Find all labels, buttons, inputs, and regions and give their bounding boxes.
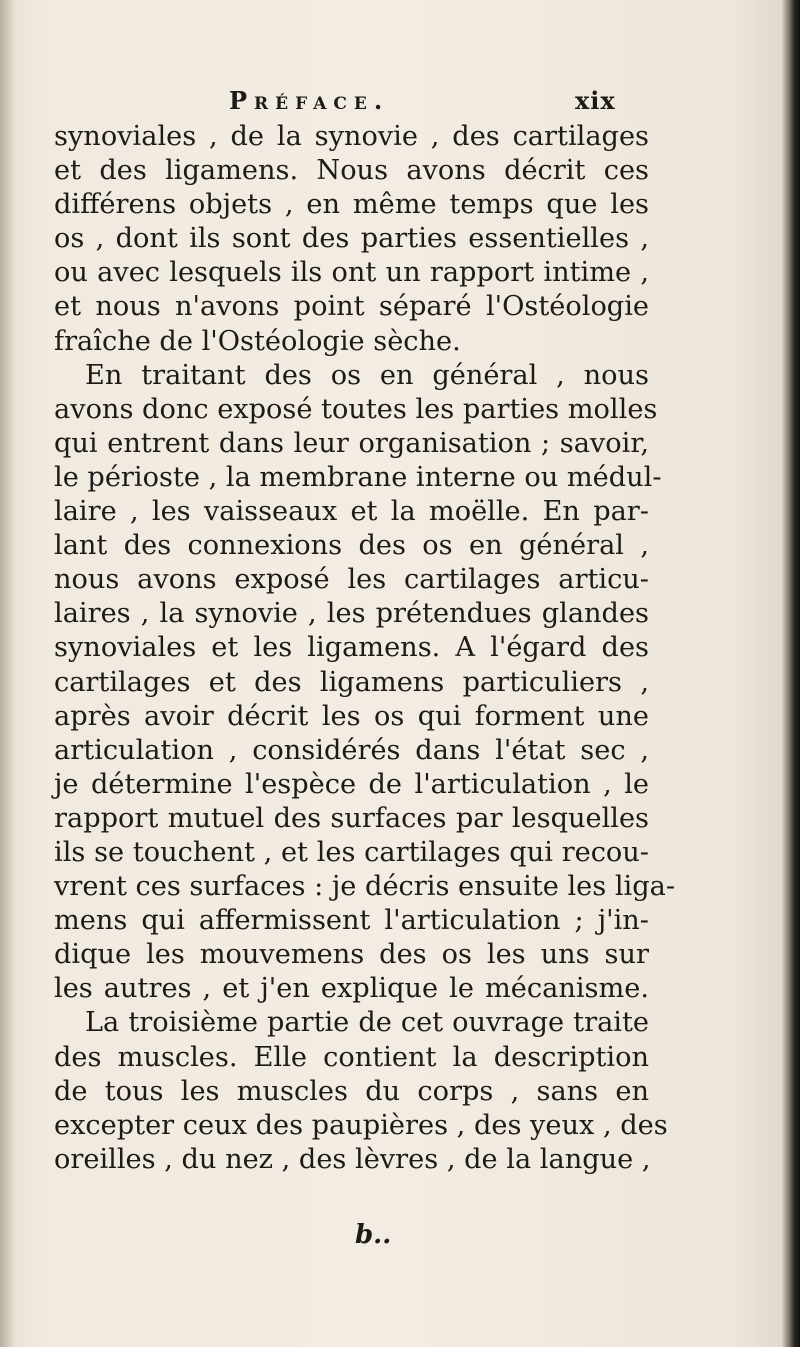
text-line: os , dont ils sont des parties essentielles , — [54, 223, 649, 255]
text-line: synoviales et les ligamens. A l'égard des — [54, 632, 649, 664]
text-line: et des ligamens. Nous avons décrit ces — [54, 155, 649, 187]
text-line: lant des connexions des os en général , — [54, 530, 649, 562]
text-line: En traitant des os en général , nous — [85, 359, 649, 391]
text-line: je détermine l'espèce de l'articulation , le — [54, 768, 649, 800]
text-line: différens objets , en même temps que les — [54, 189, 649, 221]
book-binding-edge — [782, 0, 800, 1347]
text-line: des muscles. Elle contient la description — [54, 1041, 649, 1073]
body-text — [54, 120, 676, 1177]
text-line: La troisième partie de cet ouvrage traite — [85, 1007, 649, 1039]
text-line: et nous n'avons point séparé l'Ostéologie — [54, 291, 649, 323]
page-edge-shadow — [0, 0, 16, 1347]
running-title: Préface. — [229, 86, 390, 115]
text-line: après avoir décrit les os qui forment une — [54, 700, 649, 732]
text-line: cartilages et des ligamens particuliers , — [54, 666, 649, 698]
text-line: les autres , et j'en explique le mécanisme. — [54, 973, 649, 1005]
text-line: vrent ces surfaces : je décris ensuite les liga- — [54, 871, 676, 903]
text-line: laires , la synovie , les prétendues glandes — [54, 598, 649, 630]
text-line: laire , les vaisseaux et la moëlle. En par- — [54, 496, 649, 528]
text-line: qui entrent dans leur organisation ; savoir, — [54, 427, 649, 459]
text-line: articulation , considérés dans l'état sec , — [54, 734, 649, 766]
text-line: le périoste , la membrane interne ou médul- — [54, 461, 662, 493]
text-line: synoviales , de la synovie , des cartilages — [54, 121, 649, 152]
signature-mark: b.. — [355, 1220, 392, 1250]
text-line: rapport mutuel des surfaces par lesquelles — [54, 802, 649, 834]
text-line: oreilles , du nez , des lèvres , de la langue , — [54, 1143, 651, 1175]
text-line: avons donc exposé toutes les parties molles — [54, 393, 658, 425]
text-line: ou avec lesquels ils ont un rapport intime , — [54, 257, 649, 289]
text-line: ils se touchent , et les cartilages qui recou- — [54, 836, 649, 868]
text-line: dique les mouvemens des os les uns sur — [54, 939, 649, 971]
text-line: de tous les muscles du corps , sans en — [54, 1075, 649, 1107]
text-line: nous avons exposé les cartilages articu- — [54, 564, 649, 596]
page-number: xix — [575, 86, 616, 115]
text-line: excepter ceux des paupières , des yeux , des — [54, 1109, 668, 1141]
page-header — [0, 84, 800, 120]
text-line: fraîche de l'Ostéologie sèche. — [54, 325, 461, 357]
text-line: mens qui affermissent l'articulation ; j'in- — [54, 905, 649, 937]
